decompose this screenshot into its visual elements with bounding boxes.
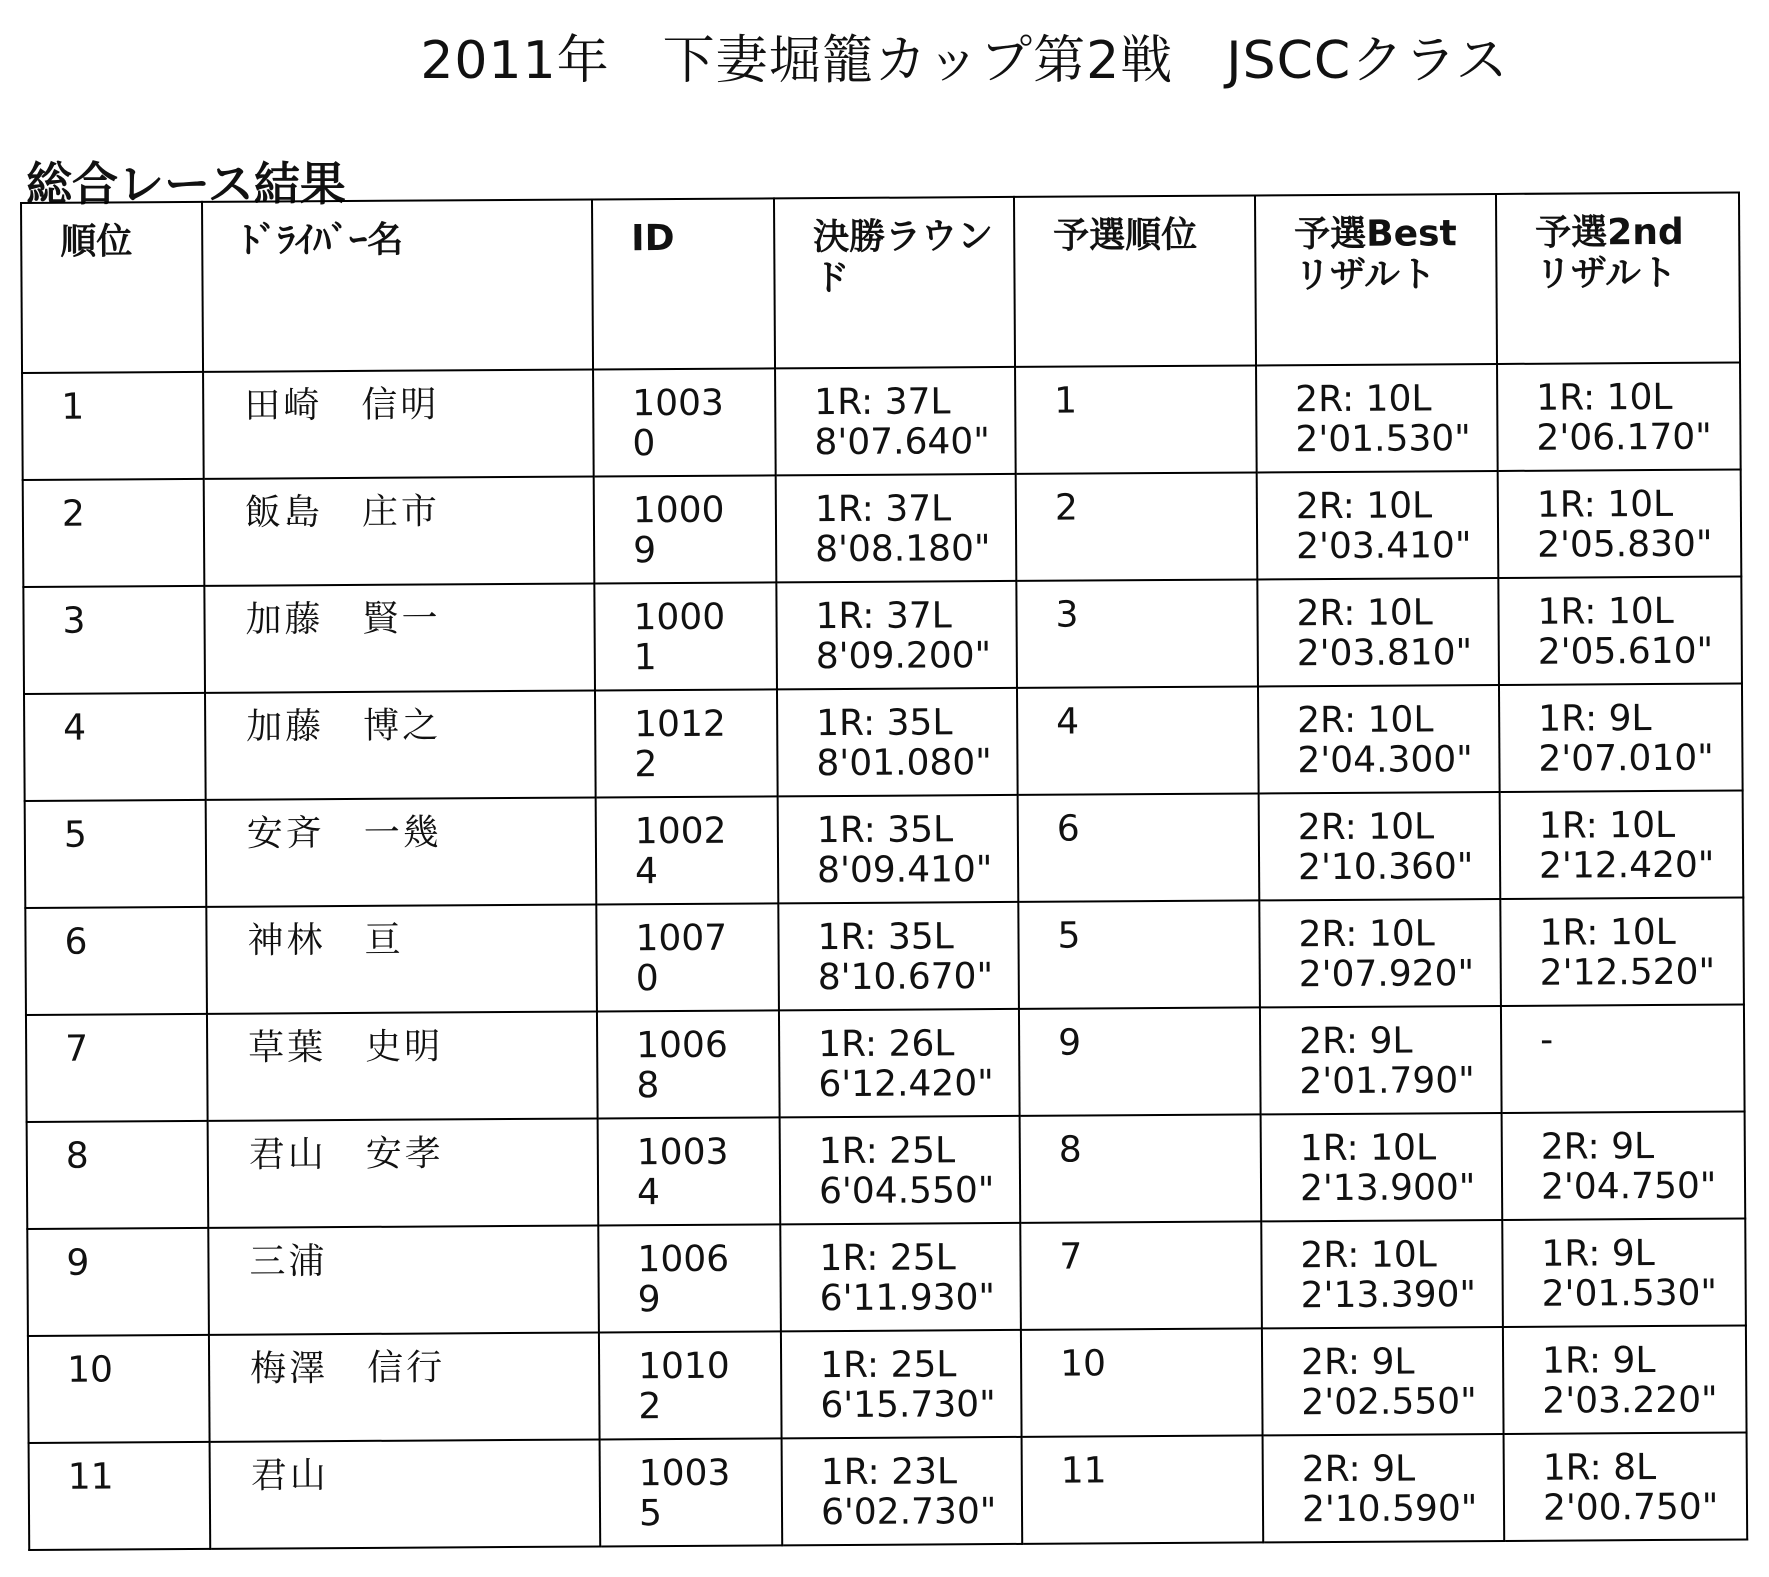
cell-id — [595, 689, 778, 797]
cell-second-time: 2'05.830" — [1536, 523, 1713, 566]
cell-qualifying-best — [1258, 685, 1500, 793]
cell-id-line1: 1003 — [636, 1131, 729, 1174]
cell-id — [593, 368, 776, 476]
cell-final-round — [778, 902, 1019, 1010]
cell-id — [599, 1331, 782, 1439]
cell-second-laps: 1R: 10L — [1537, 590, 1674, 633]
cell-second-laps: 1R: 9L — [1538, 698, 1652, 740]
cell-driver: 梅澤 信行 — [209, 1332, 600, 1441]
cell-final-laps: 1R: 35L — [816, 702, 953, 745]
cell-id-line2: 2 — [634, 743, 658, 785]
cell-best-time: 2'02.550" — [1301, 1380, 1477, 1423]
cell-rank: 1 — [22, 372, 204, 480]
cell-best-time: 2'13.390" — [1300, 1273, 1477, 1316]
cell-qualifying-2nd — [1498, 469, 1742, 577]
cell-best-time: 2'01.790" — [1299, 1059, 1475, 1102]
cell-best-laps: 2R: 10L — [1295, 378, 1432, 421]
cell-final-time: 8'01.080" — [816, 741, 992, 784]
cell-final-round — [781, 1330, 1022, 1438]
cell-qualifying-best — [1260, 1006, 1502, 1114]
cell-id — [594, 475, 777, 583]
cell-qualifying-best — [1257, 578, 1499, 686]
cell-second-laps: 1R: 10L — [1536, 376, 1673, 419]
cell-qualifying-rank: 9 — [1019, 1007, 1261, 1115]
cell-driver: 君山 安孝 — [208, 1118, 599, 1227]
cell-qualifying-2nd — [1500, 790, 1744, 898]
cell-final-round — [777, 688, 1018, 796]
cell-second-time: 2'12.520" — [1539, 951, 1716, 994]
cell-second-time: 2'12.420" — [1538, 844, 1715, 887]
cell-id-line1: 1010 — [638, 1345, 730, 1388]
cell-rank: 11 — [29, 1442, 211, 1550]
cell-final-laps: 1R: 26L — [818, 1023, 955, 1066]
cell-final-time: 8'08.180" — [815, 527, 991, 570]
cell-best-laps: 2R: 9L — [1300, 1341, 1415, 1384]
document-title: 2011年 下妻堀籠カップ第2戦 JSCCクラス — [420, 31, 1509, 91]
table-row — [22, 362, 1741, 479]
cell-rank: 10 — [28, 1335, 210, 1443]
cell-final-time: 6'02.730" — [820, 1490, 997, 1533]
cell-id-line1: 1007 — [635, 917, 728, 960]
cell-final-time: 6'04.550" — [818, 1169, 995, 1212]
header-driver: ﾄﾞﾗｲﾊﾞｰ名 — [202, 200, 593, 372]
cell-driver: 神林 亘 — [206, 904, 597, 1013]
header-qualifying-best: 予選Bestリザルト — [1255, 194, 1497, 365]
table-header — [21, 192, 1740, 372]
cell-qualifying-best — [1261, 1220, 1503, 1328]
cell-final-round — [782, 1437, 1023, 1545]
header-id: ID — [592, 198, 775, 369]
cell-driver: 草葉 史明 — [207, 1011, 598, 1120]
cell-qualifying-best — [1263, 1434, 1505, 1542]
header-qualifying-2nd: 予選2ndリザルト — [1496, 192, 1740, 363]
cell-best-laps: 2R: 10L — [1295, 485, 1433, 528]
cell-qualifying-rank: 2 — [1016, 472, 1258, 580]
cell-final-round — [779, 1009, 1020, 1117]
cell-best-laps: 2R: 9L — [1299, 1020, 1413, 1063]
header-qualifying-rank: 予選順位 — [1014, 195, 1256, 366]
cell-rank: 6 — [25, 907, 207, 1015]
cell-driver: 安斉 一幾 — [206, 797, 597, 906]
cell-qualifying-rank: 6 — [1018, 793, 1260, 901]
cell-driver: 加藤 賢一 — [204, 583, 595, 692]
cell-id — [594, 582, 777, 690]
cell-final-time: 8'07.640" — [814, 420, 990, 463]
cell-second-laps: 1R: 9L — [1541, 1340, 1656, 1382]
cell-id — [598, 1117, 781, 1225]
cell-qualifying-2nd — [1503, 1325, 1747, 1433]
header-final-round: 決勝ラウンド — [774, 197, 1015, 368]
cell-rank: 3 — [23, 586, 205, 694]
cell-qualifying-2nd — [1504, 1432, 1748, 1540]
cell-second-time: 2'07.010" — [1538, 737, 1714, 780]
cell-second-laps: 1R: 10L — [1536, 483, 1674, 526]
cell-second-laps: 1R: 10L — [1539, 911, 1676, 954]
cell-best-laps: 2R: 10L — [1300, 1234, 1437, 1277]
cell-final-round — [780, 1223, 1021, 1331]
cell-id — [597, 1010, 780, 1118]
cell-final-laps: 1R: 37L — [814, 381, 951, 424]
table-row — [23, 469, 1742, 586]
cell-best-time: 2'10.590" — [1301, 1487, 1478, 1530]
cell-second-laps: 2R: 9L — [1540, 1126, 1655, 1168]
cell-best-time: 2'03.810" — [1296, 631, 1473, 674]
cell-final-time: 8'09.410" — [816, 848, 993, 891]
cell-driver: 田崎 信明 — [203, 370, 594, 479]
cell-id-line2: 9 — [637, 1278, 661, 1320]
cell-best-laps: 2R: 9L — [1301, 1448, 1416, 1491]
section-title: 総合レース結果 — [26, 157, 346, 211]
table-row — [23, 576, 1742, 693]
cell-id-line2: 8 — [636, 1064, 660, 1106]
cell-qualifying-rank: 1 — [1015, 365, 1257, 473]
cell-id-line2: 0 — [635, 957, 659, 999]
cell-final-time: 6'12.420" — [818, 1062, 994, 1105]
cell-final-laps: 1R: 23L — [820, 1451, 958, 1494]
cell-final-time: 6'15.730" — [820, 1383, 996, 1426]
cell-best-time: 2'04.300" — [1297, 738, 1473, 781]
cell-driver: 飯島 庄市 — [204, 477, 595, 586]
header-row — [21, 192, 1740, 372]
table-row — [24, 683, 1743, 800]
cell-best-laps: 2R: 10L — [1298, 913, 1435, 956]
cell-final-round — [778, 795, 1019, 903]
cell-id-line1: 1002 — [634, 810, 727, 853]
cell-id — [596, 903, 779, 1011]
cell-qualifying-2nd — [1498, 576, 1742, 684]
cell-final-laps: 1R: 37L — [815, 595, 952, 638]
cell-best-time: 2'03.410" — [1296, 524, 1472, 567]
cell-id — [598, 1224, 781, 1332]
cell-best-time: 2'13.900" — [1299, 1166, 1476, 1209]
cell-best-laps: 2R: 10L — [1296, 592, 1433, 635]
cell-qualifying-rank: 8 — [1020, 1114, 1262, 1222]
cell-qualifying-rank: 4 — [1017, 686, 1259, 794]
cell-final-laps: 1R: 25L — [818, 1130, 956, 1173]
cell-id-line1: 1003 — [632, 382, 724, 425]
cell-second-time: 2'03.220" — [1542, 1379, 1718, 1422]
cell-driver: 加藤 博之 — [205, 690, 596, 799]
cell-id-line2: 9 — [633, 529, 657, 571]
cell-final-time: 8'09.200" — [815, 634, 992, 677]
cell-second-laps: 1R: 9L — [1541, 1233, 1655, 1275]
cell-qualifying-best — [1256, 364, 1498, 472]
table-row — [27, 1111, 1746, 1228]
cell-qualifying-2nd — [1501, 1004, 1745, 1112]
cell-qualifying-best — [1261, 1113, 1503, 1221]
cell-best-laps: 2R: 10L — [1297, 699, 1434, 742]
cell-qualifying-best — [1262, 1327, 1504, 1435]
cell-second-laps: - — [1540, 1019, 1554, 1061]
cell-id-line1: 1000 — [633, 596, 726, 639]
cell-rank: 7 — [26, 1014, 208, 1122]
cell-final-laps: 1R: 37L — [814, 488, 952, 531]
cell-second-time: 2'05.610" — [1537, 630, 1714, 673]
cell-id — [600, 1438, 783, 1546]
cell-final-round — [780, 1116, 1021, 1224]
cell-best-time: 2'01.530" — [1295, 417, 1471, 460]
cell-final-laps: 1R: 25L — [819, 1344, 957, 1387]
results-table — [20, 191, 1748, 1550]
cell-final-round — [775, 367, 1016, 475]
cell-id-line1: 1003 — [638, 1452, 731, 1495]
cell-second-time: 2'06.170" — [1536, 416, 1712, 459]
cell-qualifying-2nd — [1497, 362, 1741, 470]
table-row — [28, 1325, 1747, 1442]
cell-qualifying-2nd — [1502, 1111, 1746, 1219]
table-row — [29, 1432, 1748, 1549]
cell-final-laps: 1R: 25L — [819, 1237, 956, 1280]
cell-id-line1: 1000 — [632, 489, 725, 532]
cell-id-line2: 4 — [634, 850, 659, 892]
cell-qualifying-rank: 7 — [1020, 1221, 1262, 1329]
cell-qualifying-rank: 11 — [1022, 1435, 1264, 1543]
cell-final-time: 6'11.930" — [819, 1276, 996, 1319]
cell-second-time: 2'04.750" — [1540, 1165, 1717, 1208]
cell-rank: 4 — [24, 693, 206, 801]
cell-qualifying-rank: 5 — [1018, 900, 1260, 1008]
cell-final-round — [776, 581, 1017, 689]
cell-id-line2: 0 — [632, 422, 656, 464]
cell-second-time: 2'00.750" — [1542, 1486, 1719, 1529]
cell-final-round — [776, 474, 1017, 582]
cell-qualifying-rank: 3 — [1016, 579, 1258, 687]
table-body — [22, 362, 1747, 1549]
cell-rank: 8 — [27, 1121, 209, 1229]
cell-id-line2: 1 — [633, 636, 657, 678]
cell-id — [596, 796, 779, 904]
table-row — [27, 1218, 1746, 1335]
cell-best-time: 2'10.360" — [1297, 845, 1474, 888]
table-row — [25, 790, 1744, 907]
cell-qualifying-2nd — [1500, 897, 1744, 1005]
cell-final-time: 8'10.670" — [817, 955, 994, 998]
cell-second-time: 2'01.530" — [1541, 1272, 1718, 1315]
cell-final-laps: 1R: 35L — [817, 916, 954, 959]
cell-best-time: 2'07.920" — [1298, 952, 1475, 995]
cell-best-laps: 1R: 10L — [1299, 1127, 1437, 1170]
cell-qualifying-best — [1259, 899, 1501, 1007]
cell-qualifying-best — [1259, 792, 1501, 900]
cell-final-laps: 1R: 35L — [816, 809, 954, 852]
cell-qualifying-best — [1257, 471, 1499, 579]
cell-rank: 2 — [23, 479, 205, 587]
header-rank: 順位 — [21, 202, 203, 373]
cell-second-laps: 1R: 10L — [1538, 804, 1676, 847]
cell-driver: 三浦 — [208, 1225, 599, 1334]
cell-id-line1: 1006 — [637, 1238, 730, 1281]
cell-second-laps: 1R: 8L — [1542, 1447, 1657, 1489]
cell-rank: 9 — [27, 1228, 209, 1336]
table-row — [25, 897, 1744, 1014]
cell-qualifying-2nd — [1499, 683, 1743, 791]
cell-id-line2: 2 — [638, 1385, 662, 1427]
cell-driver: 君山 — [210, 1439, 601, 1548]
cell-id-line1: 1006 — [636, 1024, 728, 1067]
cell-id-line1: 1012 — [634, 703, 726, 746]
cell-id-line2: 4 — [636, 1171, 661, 1213]
cell-rank: 5 — [25, 800, 207, 908]
table-row — [26, 1004, 1745, 1121]
cell-id-line2: 5 — [638, 1492, 663, 1534]
cell-qualifying-2nd — [1502, 1218, 1746, 1326]
cell-best-laps: 2R: 10L — [1297, 806, 1435, 849]
cell-qualifying-rank: 10 — [1021, 1328, 1263, 1436]
